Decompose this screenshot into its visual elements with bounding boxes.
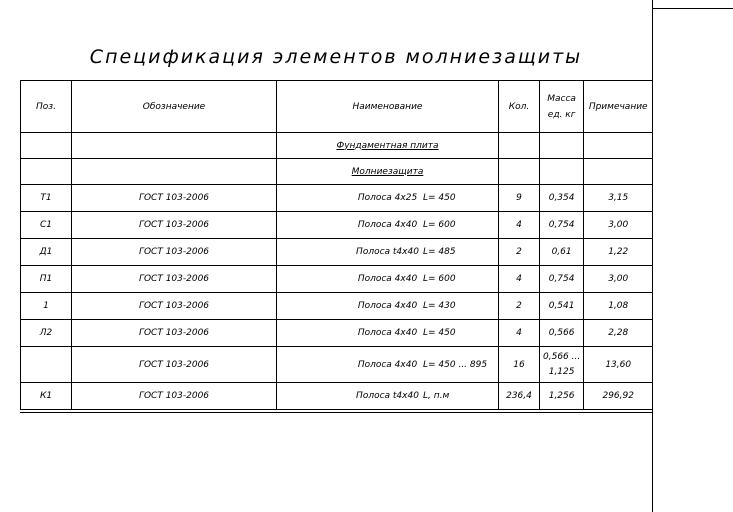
cell-qty: 4 [499, 320, 540, 347]
cell-designation: ГОСТ 103-2006 [72, 320, 277, 347]
spec-title: Спецификация элементов молниезащиты [89, 46, 583, 68]
cell-designation: ГОСТ 103-2006 [72, 239, 277, 266]
cell-mass: 1,256 [540, 383, 584, 410]
cell-note: 13,60 [584, 347, 653, 383]
cell-mass: 0,61 [540, 239, 584, 266]
cell-note: 2,28 [584, 320, 653, 347]
table-row [21, 239, 653, 266]
table-bottom-rule [20, 412, 652, 413]
header-name: Наименование [277, 81, 499, 133]
cell-length: L= 485 [423, 247, 456, 257]
cell-name [277, 212, 499, 239]
cell-designation: ГОСТ 103-2006 [72, 383, 277, 410]
cell-name [277, 266, 499, 293]
cell-name-text: Полоса t4х40 [356, 247, 419, 257]
cell-designation: ГОСТ 103-2006 [72, 293, 277, 320]
cell-name [277, 185, 499, 212]
cell-name-text: Полоса 4х40 [357, 274, 418, 284]
header-pos: Поз. [21, 81, 72, 133]
cell-qty: 4 [499, 212, 540, 239]
cell-name-text: Полоса t4х40 [356, 391, 419, 401]
cell-note: 3,15 [584, 185, 653, 212]
cell-name-text: Полоса 4х25 [357, 193, 418, 203]
cell-qty: 2 [499, 293, 540, 320]
cell-pos: Л2 [21, 320, 72, 347]
cell-name-text: Полоса 4х40 [357, 359, 418, 370]
cell-qty: 4 [499, 266, 540, 293]
cell-length: L= 430 [423, 301, 456, 311]
table-row [21, 320, 653, 347]
cell-pos: П1 [21, 266, 72, 293]
cell-mass: 0,354 [540, 185, 584, 212]
cell-pos: С1 [21, 212, 72, 239]
cell-name [277, 320, 499, 347]
cell-designation: ГОСТ 103-2006 [72, 266, 277, 293]
cell-designation: ГОСТ 103-2006 [72, 185, 277, 212]
cell-length: L= 450 [423, 328, 456, 338]
table-row [21, 383, 653, 410]
cell-designation: ГОСТ 103-2006 [72, 347, 277, 383]
cell-name-text: Полоса 4х40 [357, 301, 418, 311]
cell-qty: 236,4 [499, 383, 540, 410]
cell-pos [21, 347, 72, 383]
cell-length: L= 600 [423, 220, 456, 230]
cell-note: 3,00 [584, 212, 653, 239]
table-row [21, 266, 653, 293]
table-row [21, 212, 653, 239]
table-row [21, 185, 653, 212]
header-mass-line2: ед. кг [547, 109, 576, 120]
section-lightning-label: Молниезащита [351, 166, 424, 177]
section-foundation-label: Фундаментная плита [336, 140, 439, 151]
cell-length: L= 450 ... 895 [423, 359, 488, 370]
drawing-frame-top-border [652, 8, 733, 9]
cell-name [277, 347, 499, 383]
cell-pos: Т1 [21, 185, 72, 212]
cell-qty: 16 [499, 347, 540, 383]
header-mass [540, 81, 584, 133]
section-row-foundation [21, 133, 653, 159]
cell-length: L, п.м [423, 391, 450, 401]
specification-table [20, 80, 653, 410]
cell-pos: Д1 [21, 239, 72, 266]
table-row [21, 347, 653, 383]
cell-note: 296,92 [584, 383, 653, 410]
cell-note: 1,08 [584, 293, 653, 320]
cell-name [277, 293, 499, 320]
cell-mass-line2: 1,125 [548, 367, 575, 377]
header-qty: Кол. [499, 81, 540, 133]
cell-name [277, 383, 499, 410]
header-designation: Обозначение [72, 81, 277, 133]
cell-name-text: Полоса 4х40 [357, 328, 418, 338]
cell-mass: 0,541 [540, 293, 584, 320]
header-note: Примечание [584, 81, 653, 133]
cell-qty: 2 [499, 239, 540, 266]
cell-qty: 9 [499, 185, 540, 212]
section-row-lightning [21, 159, 653, 185]
header-mass-line1: Масса [547, 93, 576, 104]
cell-designation: ГОСТ 103-2006 [72, 212, 277, 239]
cell-length: L= 450 [423, 193, 456, 203]
cell-pos: К1 [21, 383, 72, 410]
table-header-row [21, 81, 653, 133]
cell-pos: 1 [21, 293, 72, 320]
cell-name [277, 239, 499, 266]
cell-mass: 0,566 [540, 320, 584, 347]
table-row [21, 293, 653, 320]
cell-name-text: Полоса 4х40 [357, 220, 418, 230]
cell-mass: 0,754 [540, 266, 584, 293]
cell-mass [540, 347, 584, 383]
cell-mass: 0,754 [540, 212, 584, 239]
cell-note: 1,22 [584, 239, 653, 266]
cell-mass-line1: 0,566 ... [543, 352, 581, 362]
cell-length: L= 600 [423, 274, 456, 284]
cell-note: 3,00 [584, 266, 653, 293]
